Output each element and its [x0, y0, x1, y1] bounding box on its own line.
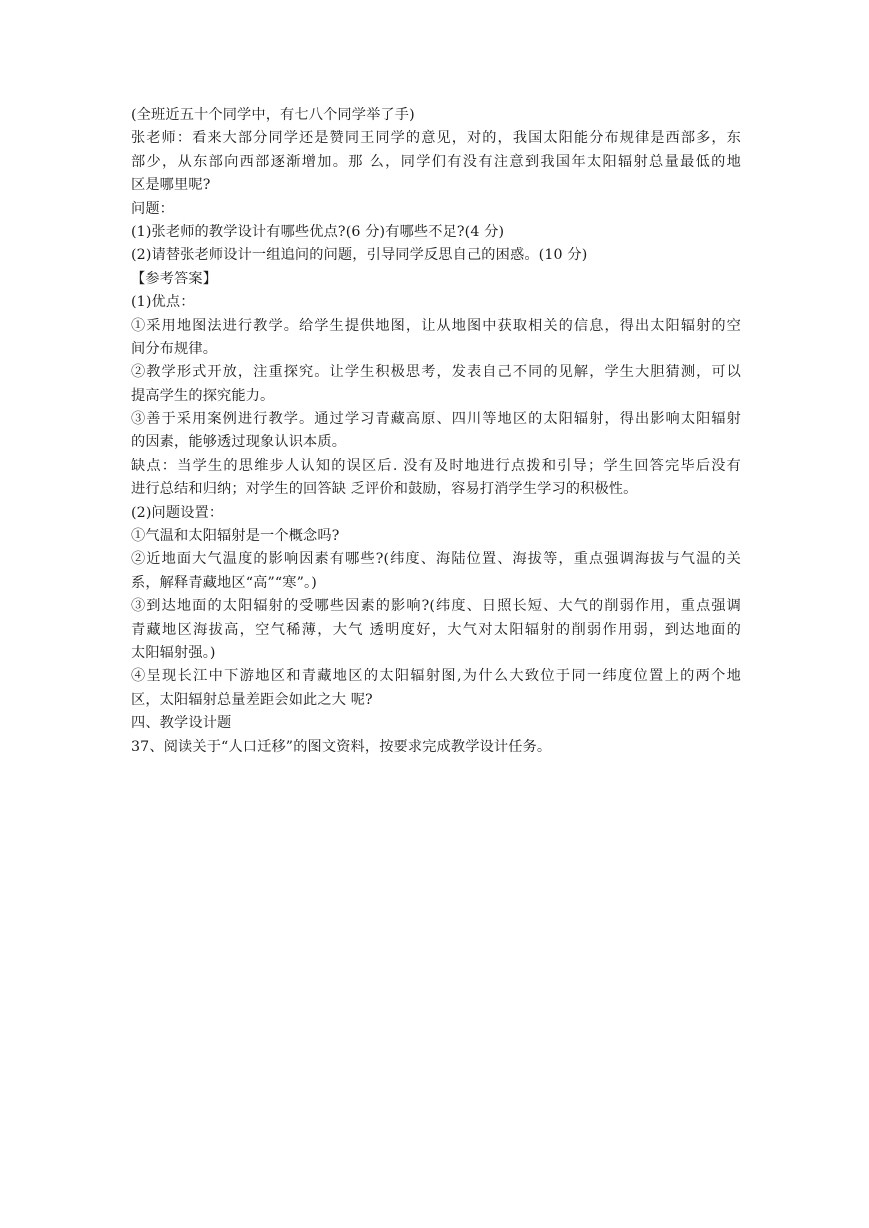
text-line: ②教学形式开放，注重探究。让学生积极思考，发表自己不同的见解，学生大胆猜测，可以	[131, 364, 741, 381]
text-line: 张老师：看来大部分同学还是赞同王同学的意见，对的，我国太阳能分布规律是西部多，东	[131, 130, 741, 147]
text-line: ③善于采用案例进行教学。通过学习青藏高原、四川等地区的太阳辐射，得出影响太阳辐射	[131, 411, 741, 428]
text-line: 部少，从东部向西部逐渐增加。那 么，同学们有没有注意到我国年太阳辐射总量最低的地	[131, 153, 741, 170]
text-line: (全班近五十个同学中，有七八个同学举了手)	[131, 107, 415, 123]
answer-2-heading: (2)问题设置：	[131, 504, 224, 521]
text-line: 进行总结和归纳；对学生的回答缺 乏评价和鼓励，容易打消学生学习的积极性。	[131, 481, 638, 498]
text-line: ①气温和太阳辐射是一个概念吗?	[131, 528, 340, 545]
section-heading-questions: 问题：	[131, 200, 175, 217]
text-line: 缺点：当学生的思维步人认知的误区后. 没有及时地进行点拨和引导；学生回答完毕后没有	[131, 457, 741, 474]
reference-answer-heading: 【参考答案】	[131, 270, 218, 287]
text-line: ④呈现长江中下游地区和青藏地区的太阳辐射图,为什么大致位于同一纬度位置上的两个地	[131, 668, 741, 685]
text-line: 太阳辐射强。)	[131, 644, 216, 661]
text-line: 间分布规律。	[131, 340, 218, 357]
text-line: 的因素，能够透过现象认识本质。	[131, 434, 347, 451]
answer-1-heading: (1)优点：	[131, 294, 195, 311]
text-line: ①采用地图法进行教学。给学生提供地图，让从地图中获取相关的信息，得出太阳辐射的空	[131, 317, 741, 334]
text-line: 区，太阳辐射总量差距会如此之大 呢?	[131, 691, 373, 708]
question-2: (2)请替张老师设计一组追问的问题，引导同学反思自己的困惑。(10 分)	[131, 247, 588, 264]
text-line: 系，解释青藏地区“高”“寒”。)	[131, 574, 317, 591]
question-37: 37、阅读关于“人口迁移”的图文资料，按要求完成教学设计任务。	[131, 738, 552, 755]
text-line: 提高学生的探究能力。	[131, 387, 275, 404]
section-heading-teaching-design: 四、教学设计题	[131, 715, 232, 732]
text-line: ②近地面大气温度的影响因素有哪些?(纬度、海陆位置、海拔等，重点强调海拔与气温的关	[131, 551, 741, 568]
text-line: ③到达地面的太阳辐射的受哪些因素的影响?(纬度、日照长短、大气的削弱作用，重点强调	[131, 598, 741, 615]
text-line: 区是哪里呢?	[131, 177, 211, 194]
document-page	[131, 104, 741, 759]
question-1: (1)张老师的教学设计有哪些优点?(6 分)有哪些不足?(4 分)	[131, 223, 505, 240]
text-line: 青藏地区海拔高，空气稀薄，大气 透明度好，大气对太阳辐射的削弱作用弱，到达地面的	[131, 621, 741, 638]
